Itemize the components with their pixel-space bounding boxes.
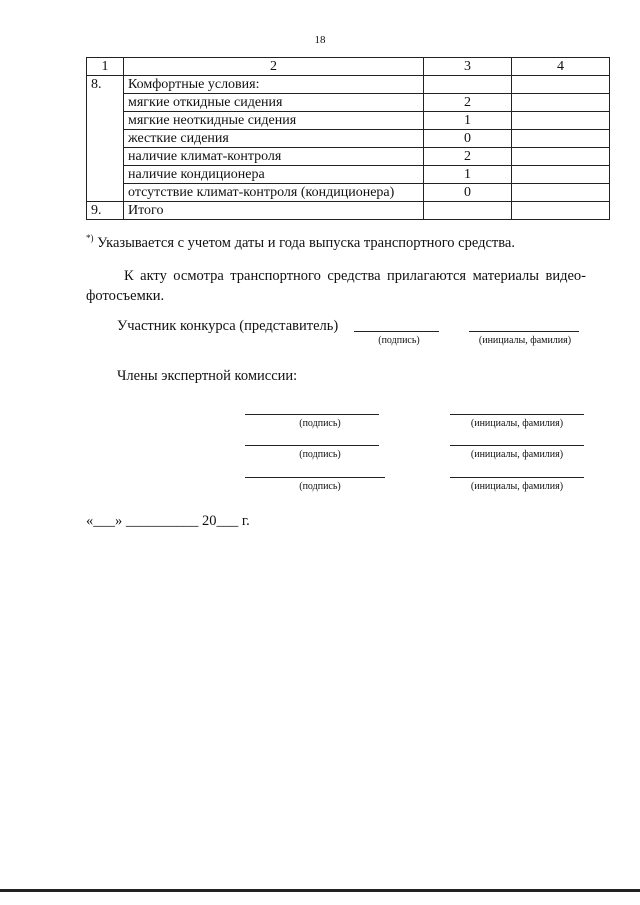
member-name-line bbox=[450, 477, 584, 478]
footnote-mark: *) bbox=[86, 233, 94, 243]
row-extra bbox=[512, 76, 610, 94]
row-label: отсутствие климат-контроля (кондиционера) bbox=[124, 184, 424, 202]
member-signature-caption: (подпись) bbox=[299, 418, 341, 429]
header-cell-3: 3 bbox=[424, 58, 512, 76]
header-cell-1: 1 bbox=[87, 58, 124, 76]
member-signature-caption: (подпись) bbox=[299, 449, 341, 460]
row-value: 1 bbox=[424, 166, 512, 184]
row-label: наличие кондиционера bbox=[124, 166, 424, 184]
row-extra bbox=[512, 166, 610, 184]
member-signature-line bbox=[245, 445, 379, 446]
footnote bbox=[86, 233, 515, 252]
evaluation-table bbox=[86, 57, 610, 220]
row-extra bbox=[512, 112, 610, 130]
participant-label: Участник конкурса (представитель) bbox=[117, 318, 339, 334]
table-row-group bbox=[87, 76, 610, 94]
member-signature-line bbox=[245, 414, 379, 415]
header-cell-2: 2 bbox=[124, 58, 424, 76]
member-signature-line bbox=[245, 477, 385, 478]
row-value: 2 bbox=[424, 148, 512, 166]
row-number: 9. bbox=[87, 202, 124, 220]
row-extra bbox=[512, 94, 610, 112]
table-row-total bbox=[87, 202, 610, 220]
row-extra bbox=[512, 148, 610, 166]
row-value: 1 bbox=[424, 112, 512, 130]
participant-name-line bbox=[469, 331, 579, 332]
table-row bbox=[87, 184, 610, 202]
date-line: «___» __________ 20___ г. bbox=[86, 513, 250, 529]
table-header-row bbox=[87, 58, 610, 76]
member-name-line bbox=[450, 414, 584, 415]
table-row bbox=[87, 112, 610, 130]
member-name-caption: (инициалы, фамилия) bbox=[470, 418, 564, 429]
participant-signature-caption: (подпись) bbox=[378, 335, 420, 346]
commission-label: Члены экспертной комиссии: bbox=[117, 368, 298, 384]
member-name-line bbox=[450, 445, 584, 446]
row-value: 2 bbox=[424, 94, 512, 112]
table-row bbox=[87, 166, 610, 184]
row-label: мягкие неоткидные сидения bbox=[124, 112, 424, 130]
row-value: 0 bbox=[424, 130, 512, 148]
row-number: 8. bbox=[87, 76, 124, 94]
member-name-caption: (инициалы, фамилия) bbox=[470, 481, 564, 492]
row-value: 0 bbox=[424, 184, 512, 202]
row-extra bbox=[512, 130, 610, 148]
row-label: Итого bbox=[124, 202, 424, 220]
member-name-caption: (инициалы, фамилия) bbox=[470, 449, 564, 460]
row-value bbox=[424, 202, 512, 220]
row-label: жесткие сидения bbox=[124, 130, 424, 148]
header-cell-4: 4 bbox=[512, 58, 610, 76]
row-label: Комфортные условия: bbox=[124, 76, 424, 94]
row-extra bbox=[512, 202, 610, 220]
row-value bbox=[424, 76, 512, 94]
participant-name-caption: (инициалы, фамилия) bbox=[478, 335, 572, 346]
member-signature-caption: (подпись) bbox=[299, 481, 341, 492]
row-label: наличие климат-контроля bbox=[124, 148, 424, 166]
attachment-paragraph: К акту осмотра транспортного средства прилагаются материалы видео-фотосъемки. bbox=[86, 268, 586, 304]
bottom-rule bbox=[0, 889, 640, 892]
footnote-text: Указывается с учетом даты и года выпуска транспортного средства. bbox=[93, 234, 515, 251]
participant-signature-line bbox=[354, 331, 439, 332]
page-number: 18 bbox=[314, 34, 326, 46]
table-row bbox=[87, 130, 610, 148]
table-row bbox=[87, 148, 610, 166]
row-label: мягкие откидные сидения bbox=[124, 94, 424, 112]
row-extra bbox=[512, 184, 610, 202]
table-row bbox=[87, 94, 610, 112]
